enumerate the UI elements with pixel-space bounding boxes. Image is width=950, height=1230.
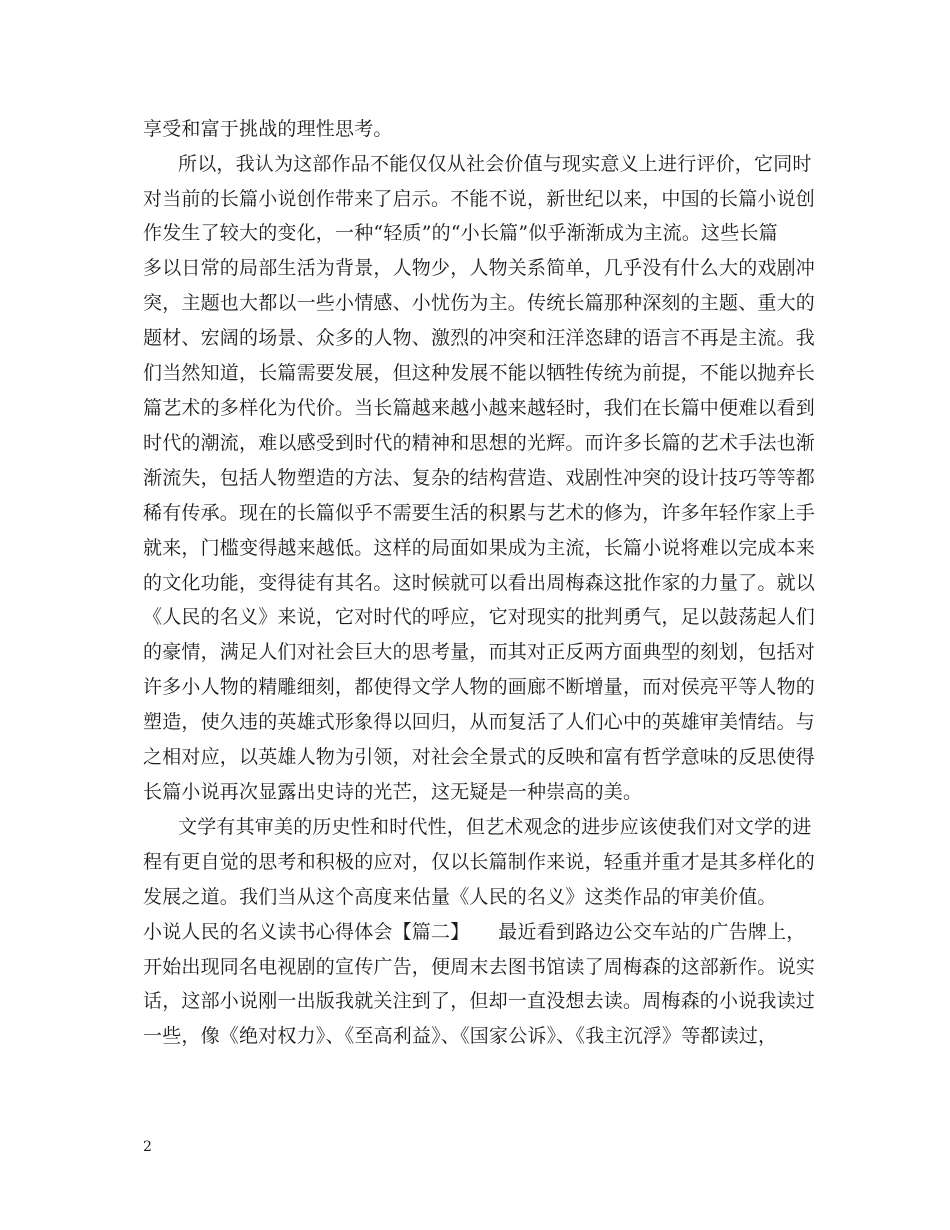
page-number: 2: [143, 1139, 152, 1155]
text-line: 《人民的名义》来说，它对时代的呼应，它对现实的批判勇气，足以鼓荡起人们: [143, 606, 816, 628]
text-line: 开始出现同名电视剧的宣传广告，便周末去图书馆读了周梅森的这部新作。说实: [143, 956, 816, 978]
text-line: 程有更自觉的思考和积极的应对，仅以长篇制作来说，轻重并重才是其多样化的: [143, 851, 816, 873]
text-line: 话，这部小说刚一出版我就关注到了，但却一直没想去读。周梅森的小说我读过: [143, 990, 816, 1012]
text-line: 之相对应，以英雄人物为引领，对社会全景式的反映和富有哲学意味的反思使得: [143, 746, 816, 768]
text-line: 题材、宏阔的场景、众多的人物、激烈的冲突和汪洋恣肆的语言不再是主流。我: [143, 327, 816, 349]
text-line: 长篇小说再次显露出史诗的光芒，这无疑是一种崇高的美。: [143, 781, 643, 803]
text-line: 许多小人物的精雕细刻，都使得文学人物的画廊不断增量，而对侯亮平等人物的: [143, 676, 816, 698]
section-heading-line: 小说人民的名义读书心得体会【篇二】 最近看到路边公交车站的广告牌上，: [143, 921, 806, 943]
text-line: 作发生了较大的变化，一种“轻质”的“小长篇”似乎渐渐成为主流。这些长篇: [143, 222, 778, 244]
text-line: 们当然知道，长篇需要发展，但这种发展不能以牺牲传统为前提，不能以抛弃长: [143, 362, 816, 384]
text-line: 一些，像《绝对权力》、《至高利益》、《国家公诉》、《我主沉浮》等都读过，: [143, 1025, 778, 1047]
text-line: 突，主题也大都以一些小情感、小忧伤为主。传统长篇那种深刻的主题、重大的: [143, 292, 816, 314]
text-line: 篇艺术的多样化为代价。当长篇越来越小越来越轻时，我们在长篇中便难以看到: [143, 397, 816, 419]
text-line: 渐流失，包括人物塑造的方法、复杂的结构营造、戏剧性冲突的设计技巧等等都: [143, 467, 816, 489]
paragraph-start-line: 所以，我认为这部作品不能仅仅从社会价值与现实意义上进行评价，它同时: [178, 153, 812, 175]
text-line: 对当前的长篇小说创作带来了启示。不能不说，新世纪以来，中国的长篇小说创: [143, 188, 816, 210]
text-line: 塑造，使久违的英雄式形象得以回归，从而复活了人们心中的英雄审美情结。与: [143, 711, 816, 733]
text-line: 享受和富于挑战的理性思考。: [143, 118, 393, 140]
text-line: 多以日常的局部生活为背景，人物少，人物关系简单，几乎没有什么大的戏剧冲: [143, 257, 816, 279]
text-line: 就来，门槛变得越来越低。这样的局面如果成为主流，长篇小说将难以完成本来: [143, 537, 816, 559]
text-line: 发展之道。我们当从这个高度来估量《人民的名义》这类作品的审美价值。: [143, 886, 777, 908]
text-line: 的文化功能，变得徒有其名。这时候就可以看出周梅森这批作家的力量了。就以: [143, 572, 816, 594]
paragraph-start-line: 文学有其审美的历史性和时代性，但艺术观念的进步应该使我们对文学的进: [178, 816, 812, 838]
text-line: 时代的潮流，难以感受到时代的精神和思想的光辉。而许多长篇的艺术手法也渐: [143, 432, 816, 454]
text-line: 稀有传承。现在的长篇似乎不需要生活的积累与艺术的修为，许多年轻作家上手: [143, 502, 816, 524]
text-line: 的豪情，满足人们对社会巨大的思考量，而其对正反两方面典型的刻划，包括对: [143, 641, 816, 663]
